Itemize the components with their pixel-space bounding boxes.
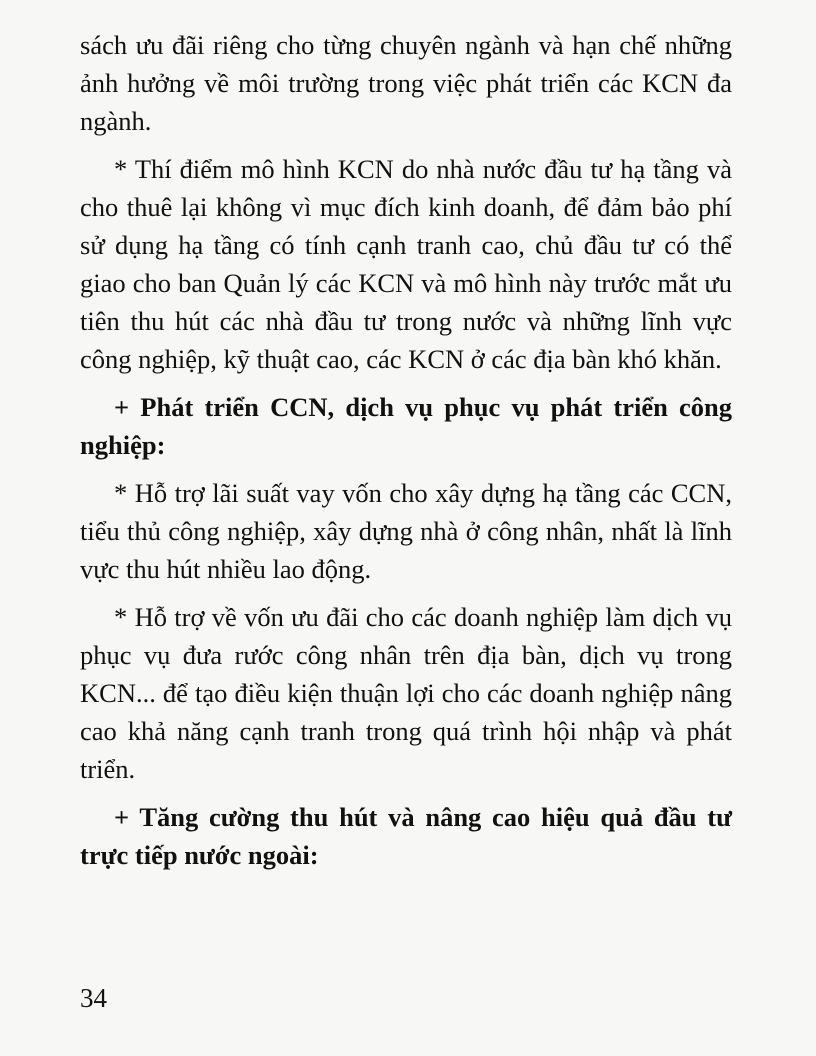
page-body xyxy=(80,26,732,884)
paragraph-pilot-model: * Thí điểm mô hình KCN do nhà nước đầu tư hạ tầng và cho thuê lại không vì mục đích kinh doanh, để đảm bảo phí sử dụng hạ tầng có tính cạnh tranh cao, chủ đầu tư có thể giao cho ban Quản lý các KCN và mô hình này trước mắt ưu tiên thu hút các nhà đầu tư trong nước và những lĩnh vực công nghiệp, kỹ thuật cao, các KCN ở các địa bàn khó khăn. xyxy=(80,154,732,374)
heading-ccn-development: + Phát triển CCN, dịch vụ phục vụ phát triển công nghiệp: xyxy=(80,392,732,460)
paragraph-interest-support: * Hỗ trợ lãi suất vay vốn cho xây dựng hạ tầng các CCN, tiểu thủ công nghiệp, xây dựng nhà ở công nhân, nhất là lĩnh vực thu hút nhiều lao động. xyxy=(80,478,732,584)
page-number: 34 xyxy=(80,983,107,1013)
paragraph-capital-support: * Hỗ trợ về vốn ưu đãi cho các doanh nghiệp làm dịch vụ phục vụ đưa rước công nhân trên địa bàn, dịch vụ trong KCN... để tạo điều kiện thuận lợi cho các doanh nghiệp nâng cao khả năng cạnh tranh trong quá trình hội nhập và phát triển. xyxy=(80,602,732,784)
heading-fdi: + Tăng cường thu hút và nâng cao hiệu quả đầu tư trực tiếp nước ngoài: xyxy=(80,802,732,870)
paragraph-continuation: sách ưu đãi riêng cho từng chuyên ngành và hạn chế những ảnh hưởng về môi trường trong việc phát triển các KCN đa ngành. xyxy=(80,30,732,136)
